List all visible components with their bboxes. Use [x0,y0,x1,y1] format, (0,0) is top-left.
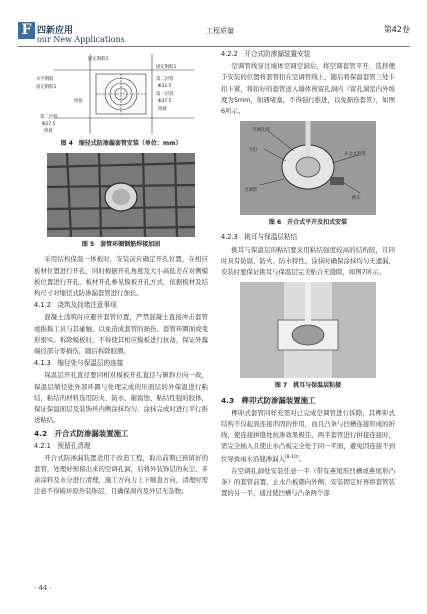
fig4-label: Φ37.5 [158,99,172,104]
fig6-label: 卡扣 [248,148,257,154]
citation: [8-10] [284,455,299,461]
fig4-label: 第一层管 [156,92,174,97]
fig4-label: 水平钢筋 [36,77,54,82]
rebar-photo-illustration [47,153,195,237]
fig4-label: 焊接 [74,99,83,104]
paragraph [221,408,395,466]
section-heading: 4.3 榫卯式防渗漏装置施工 [221,396,316,406]
header-rule [18,46,410,47]
fig4-label: 第二层管 [40,115,58,120]
fig4-label: Φ27.5 [42,122,56,127]
figure-4-drawing [34,52,208,136]
fig4-label: 固定钢筋1 [88,57,109,62]
sleeve-diagram [34,52,208,136]
subsection-heading: 4.1.3 缩径处与保温层的连接 [34,359,124,368]
fig4-label: 焊接 [44,129,53,134]
paragraph: 在空调孔洞处安装任意一半（带有燕尾形凹槽或燕尾形凸条）的套管前置，止水凸板朝向外侧，安装固定好再将套管装置的另一半，通过使凹槽与凸条两个部 [221,466,395,498]
figure-7-caption: 图 7 挑耳与保温层粘接 [274,382,342,390]
ear-bonding-illustration [240,282,376,378]
subsection-heading: 4.2.1 预留孔清理 [34,441,91,450]
volume-number: 第42卷 [383,25,410,34]
paragraph: 挑耳与保温层的粘结要采用粘结强度较高的结构胶，且同时具有防腐、防火、防水特性。涂抹时确保涂抹均匀无遗漏，安装时要保证挑耳与保温层完美贴合无缝隙，如图7所示。 [221,245,395,277]
fig4-label: Φ32.5 [158,84,172,89]
section-heading: 4.2 开合式防渗漏装置施工 [34,429,129,439]
page-header [18,22,410,50]
fig4-label: 第二层管 [156,77,174,82]
fig4-label: 固定钢筋1 [156,65,177,70]
fig6-label: 空调孔洞 [252,128,270,134]
paragraph: 混凝土浇筑时应避开套管位置，严禁混凝土直接冲击套管或振捣工具与其碰触，以免造成套管的损伤、套管环圈面或变形密实。拆除模板时，不得使其相应模板进行抗劫，保证外露端径部分零损伤，随后拆除胶圈。 [34,313,208,356]
paragraph-text: 。 [298,455,306,464]
figure-6-caption: 图 6 开合式平开及扣式安装 [268,219,348,227]
figure-5-photo [47,153,195,237]
journal-section: 工程质量 [206,27,234,35]
paragraph: 开合式防渗漏装置适用于改造工程，取出前期已预留好的套管，处理好预留出来的空调孔洞，后将外装饰层的灰尘、多余涂料及水分进行清理，施工方向力上下顺直方向，清理时需注意不得破坏原外装饰层，且确保洞内及外层无杂物。 [34,453,208,496]
figure-4-caption: 图 4 缩径式防渗漏套管安装（单位：mm） [60,140,182,147]
fig4-label: 固定钢筋1 [36,85,57,90]
paragraph: 空调管线穿过墙体空调空洞后，将空调套管平开，选择便于安装的位置将套管扣在空调管线上，随后将保温套管三处卡扣卡紧，将扣好的套管送入墙体预留孔洞内（留孔洞室内外坡度为5mm，如遇堵塞，不得强行推进，以免损伤套管），如图6所示。 [221,62,395,116]
paragraph-text: 榫卯式套管同样充需对已完成空调管进行拆除，其榫卯式结构不仅起到连接串固的作用，而且凸条与凹槽连接形成的折线，使连接拼缝处抗渗效果极佳，两半套管进行拼接连接时，需完全插入且使止水凸板完全处于同一平面，避免因连接不到位导致雨水沿缝渗漏入 [221,408,395,464]
subsection-heading: 4.2.2 开合式防渗漏装置安装 [221,50,311,58]
column-title-en: our New Applications [37,35,125,44]
journal-logo: F [18,22,35,39]
fig6-label: 开合式套管 [344,152,366,158]
fig6-label: 换车 [352,196,361,202]
right-column [221,48,395,499]
left-column [34,52,208,498]
page-number: · 44 · [34,584,52,592]
paragraph: 保温层开孔直径要同相对模板开孔直径与倾斜方向一致，保温层缩径处外部环圈与处理完成的压面层的外保温进行粘结，粘结的材料选用防火、防水、耐腐蚀、粘结性强的胶体，保证保温面层及装饰环内侧涂抹均匀，涂抹完成时进行平行推送粘结。 [34,371,208,425]
figure-5-caption: 图 5 套管环圈钢筋焊接加固 [81,241,161,249]
fig6-label: 空调管 [244,188,258,194]
column-title-cn: 四新应用 [37,26,74,36]
subsection-heading: 4.1.2 浇筑及找堵注意事项 [34,301,117,310]
subsection-heading: 4.2.3 挑耳与保温层粘结 [221,233,298,242]
figure-7-photo [240,282,376,378]
paragraph: 采用结构保温一体板时，安装前应确定开孔位置，在相应板材位置进行开孔，同时根据开孔角度及大小高低差在对侧模板位置进行开孔，板材开孔参见模板开孔方式，依据板材及结构尺寸对缩径式防渗漏套管进行加长。 [34,255,208,298]
fig4-label: 焊接 [158,107,167,112]
figure-6-photo [240,121,376,215]
